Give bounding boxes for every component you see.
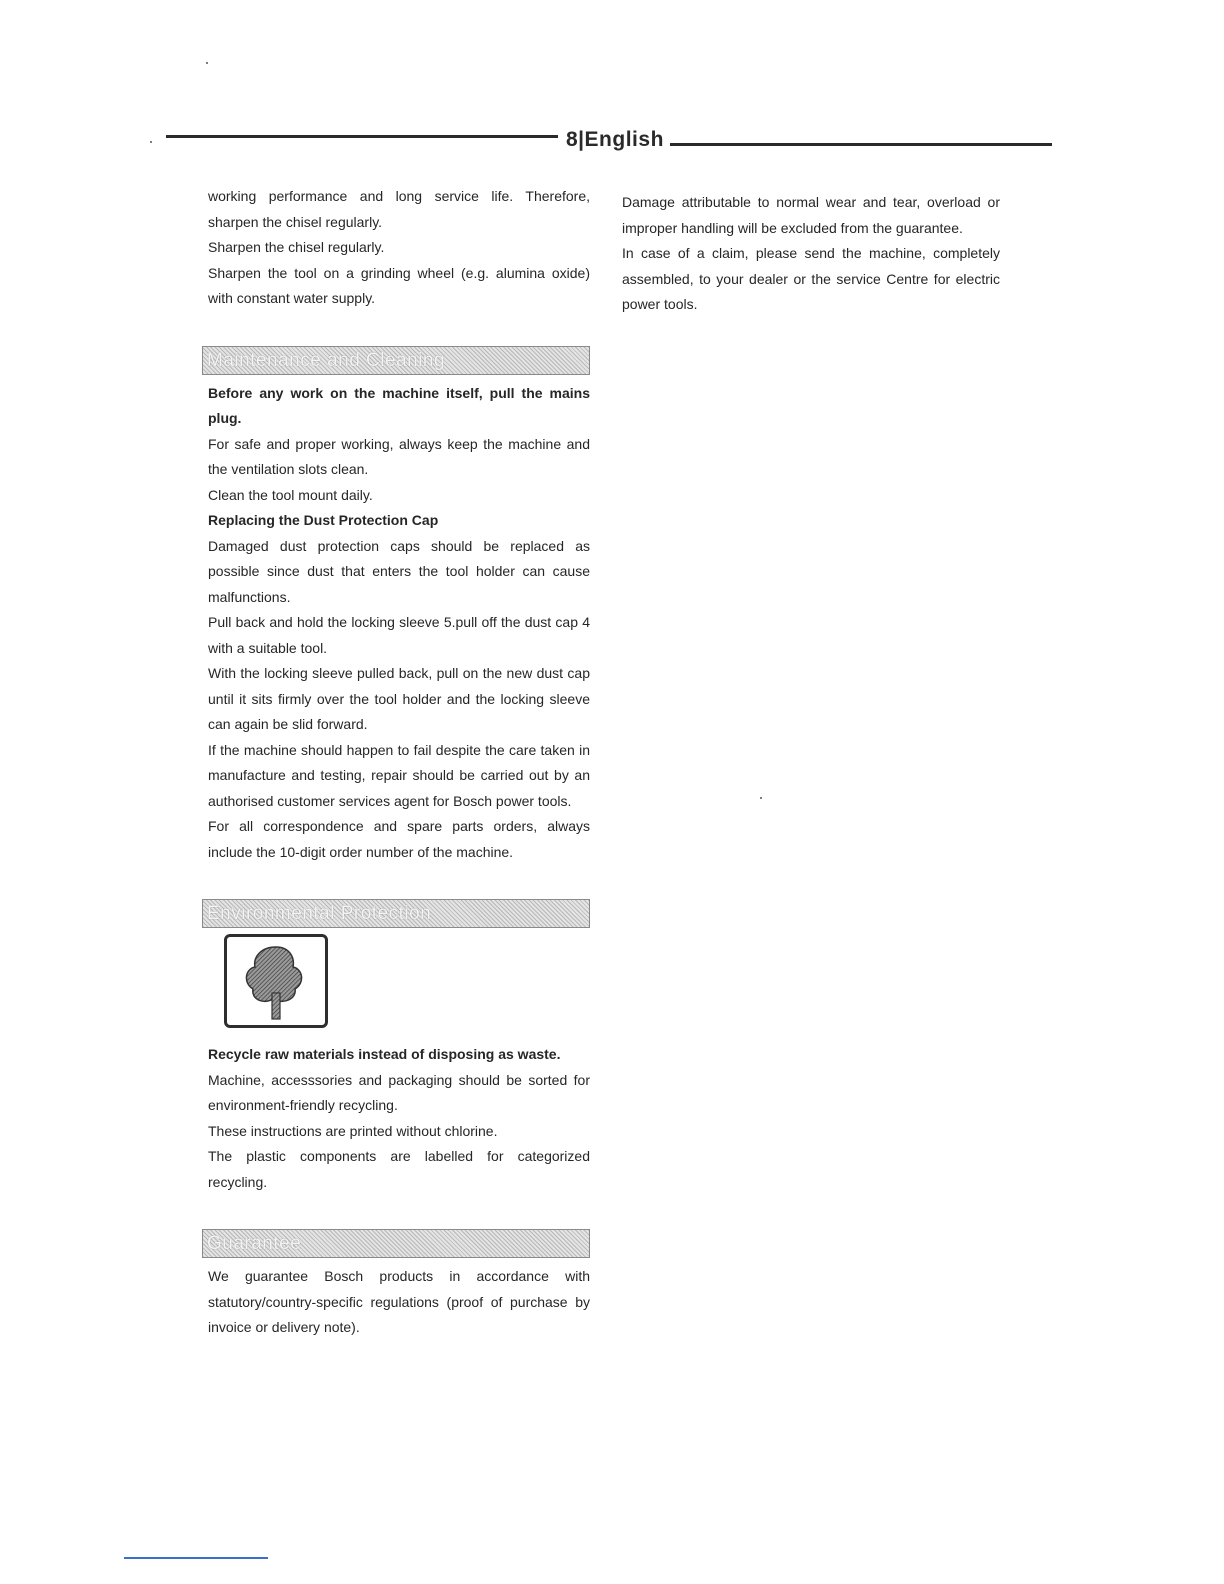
stray-mark: [206, 62, 208, 64]
maintenance-heading: Maintenance and Cleaning: [207, 349, 446, 371]
guarantee-exclusion-paragraph: Damage attributable to normal wear and tear, overload or improper handling will be excluded from the guarantee.: [622, 194, 1000, 236]
maintenance-paragraph: Clean the tool mount daily.: [208, 486, 373, 503]
maintenance-warning: Before any work on the machine itself, pull the mains plug.: [208, 384, 590, 426]
footer-line: [124, 1557, 268, 1559]
environment-paragraph: The plastic components are labelled for categorized recycling.: [208, 1148, 590, 1190]
maintenance-heading-bar: [202, 346, 590, 375]
right-column: [622, 190, 1000, 318]
guarantee-heading: Guarantee: [207, 1233, 302, 1254]
maintenance-paragraph: For safe and proper working, always keep the machine and the ventilation slots clean.: [208, 435, 590, 477]
order-number-paragraph: For all correspondence and spare parts orders, always include the 10-digit order number of the machine.: [208, 818, 590, 860]
intro-paragraph: working performance and long service life. Therefore, sharpen the chisel regularly.: [208, 188, 590, 230]
claim-paragraph: In case of a claim, please send the machine, completely assembled, to your dealer or the service Centre for electric power tools.: [622, 245, 1000, 312]
recycle-tree-icon: [224, 934, 328, 1028]
dust-cap-paragraph: With the locking sleeve pulled back, pull on the new dust cap until it sits firmly over the tool holder and the locking sleeve can again be slid forward.: [208, 665, 590, 732]
guarantee-heading-bar: [202, 1229, 590, 1258]
environment-paragraph: Machine, accesssories and packaging should be sorted for environment-friendly recycling.: [208, 1071, 590, 1113]
dust-cap-paragraph: Damaged dust protection caps should be replaced as possible since dust that enters the tool holder can cause malfunctions.: [208, 537, 590, 605]
recycle-statement: Recycle raw materials instead of disposing as waste.: [208, 1046, 561, 1062]
environment-paragraph: These instructions are printed without chlorine.: [208, 1122, 498, 1139]
environment-heading-bar: [202, 899, 590, 928]
intro-paragraph: Sharpen the chisel regularly.: [208, 239, 385, 255]
stray-mark: [150, 141, 152, 143]
left-column: [208, 184, 590, 1341]
header-rule-left: [166, 135, 558, 138]
page-header: 8|English: [566, 128, 664, 151]
guarantee-paragraph: We guarantee Bosch products in accordance with statutory/country-specific regulations (proof of purchase by invoice or delivery note).: [208, 1268, 590, 1335]
stray-mark: [760, 797, 762, 799]
dust-cap-paragraph: Pull back and hold the locking sleeve 5.pull off the dust cap 4 with a suitable tool.: [208, 614, 590, 656]
repair-paragraph: If the machine should happen to fail despite the care taken in manufacture and testing, repair should be carried out by an authorised customer services agent for Bosch power tools.: [208, 741, 590, 809]
header-rule-right: [670, 143, 1052, 146]
environment-heading: Environmental Protection: [207, 903, 432, 924]
intro-paragraph: Sharpen the tool on a grinding wheel (e.g. alumina oxide) with constant water supply.: [208, 264, 590, 306]
dust-cap-subheading: Replacing the Dust Protection Cap: [208, 512, 439, 528]
